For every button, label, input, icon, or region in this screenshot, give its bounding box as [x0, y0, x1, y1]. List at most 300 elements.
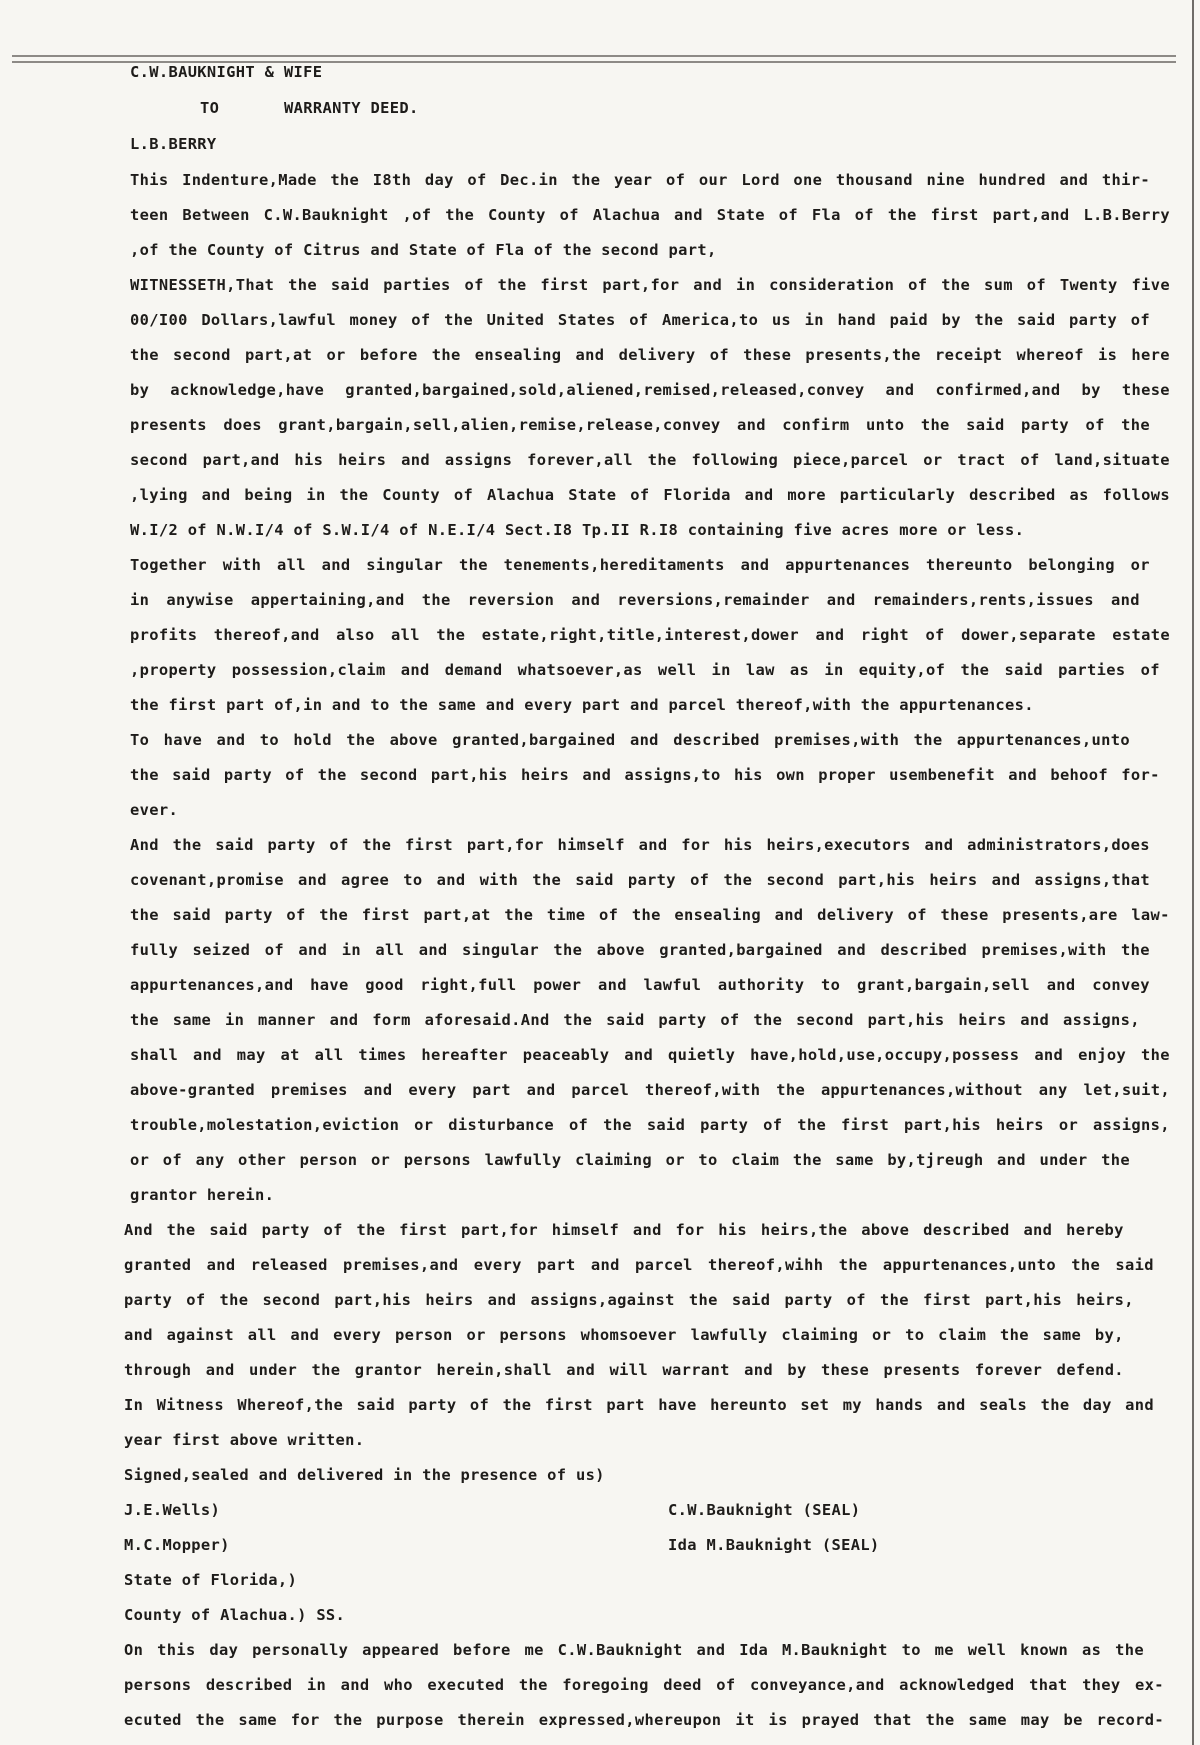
word: the: [571, 171, 601, 189]
word: party: [700, 1116, 749, 1134]
word: by,: [1094, 1326, 1124, 1344]
word: And: [124, 1221, 153, 1239]
word: second: [796, 1011, 854, 1029]
word: and: [1111, 591, 1140, 609]
word: land,situate: [1054, 451, 1170, 469]
word: heirs: [995, 1116, 1044, 1134]
word: himself: [557, 836, 625, 854]
word: party: [1020, 416, 1070, 434]
word: appurtenances,without: [820, 1081, 1023, 1099]
word: Lord: [741, 171, 780, 189]
word: said: [575, 871, 614, 889]
word: hereby: [1066, 1221, 1124, 1239]
word: paid: [889, 311, 929, 329]
word: convey: [1092, 976, 1150, 994]
word: and: [363, 1081, 393, 1099]
word: the: [920, 416, 950, 434]
word: persons: [499, 1326, 567, 1344]
body-line: grantor herein.: [130, 1186, 275, 1204]
word: his: [294, 451, 324, 469]
word: and: [205, 1361, 235, 1379]
word: of: [720, 1011, 740, 1029]
word: persons: [403, 1151, 472, 1169]
word: part,at: [244, 346, 313, 364]
word: the: [502, 1396, 532, 1414]
word: and: [192, 1046, 222, 1064]
word: as: [1082, 1641, 1102, 1659]
word: singular: [462, 941, 539, 959]
word: any: [195, 1151, 225, 1169]
word: part,and: [992, 206, 1070, 224]
acknowledgment-line: [124, 1710, 1164, 1730]
word: himself: [551, 1221, 620, 1239]
word: and: [826, 591, 856, 609]
word: conveyance,and: [750, 1676, 885, 1694]
word: thir-: [1101, 171, 1150, 189]
word: five: [1131, 276, 1170, 294]
word: this: [157, 1641, 196, 1659]
word: lawfully: [690, 1326, 768, 1344]
word: hereafter: [421, 1046, 508, 1064]
word: well: [657, 661, 697, 679]
word: premises,with: [774, 731, 900, 749]
word: party: [124, 1291, 173, 1309]
word: aforesaid.And: [424, 1011, 550, 1029]
word: the: [339, 486, 369, 504]
word: part,his: [838, 871, 916, 889]
word: shall: [130, 1046, 179, 1064]
word: appurtenances,and: [130, 976, 294, 994]
word: said: [1115, 1256, 1154, 1274]
word: every: [408, 1081, 457, 1099]
word: person: [394, 1326, 453, 1344]
word: same: [968, 1711, 1007, 1729]
word: therein: [457, 1711, 525, 1729]
word: possession,claim: [231, 661, 386, 679]
word: of: [599, 906, 619, 924]
word: or: [414, 1116, 434, 1134]
word: set: [800, 1396, 830, 1414]
word: the: [1141, 1046, 1170, 1064]
word: dower,separate: [961, 626, 1096, 644]
word: under: [1039, 1151, 1088, 1169]
word: part,and: [202, 451, 280, 469]
word: granted: [124, 1256, 192, 1274]
word: the: [431, 346, 461, 364]
word: assigns,to: [624, 766, 721, 784]
word: of: [411, 311, 431, 329]
word: the: [603, 1116, 632, 1134]
body-line: the first part of,in and to the same and every part and parcel thereof,with the appurtenances.: [130, 696, 1034, 714]
word: In: [124, 1396, 144, 1414]
word: or: [872, 1326, 892, 1344]
word: grant,bargain,sell: [856, 976, 1031, 994]
word: the: [504, 906, 534, 924]
word: forever,all: [527, 451, 633, 469]
word: the: [1071, 1256, 1101, 1274]
word: hundred: [978, 171, 1046, 189]
word: assigns,: [1092, 1116, 1170, 1134]
word: thereunto: [926, 556, 1013, 574]
word: the: [1101, 1151, 1130, 1169]
word: may: [236, 1046, 266, 1064]
word: second: [359, 766, 418, 784]
body-line: [130, 345, 1170, 365]
word: the: [913, 731, 943, 749]
word: above: [861, 1221, 910, 1239]
word: and: [290, 1326, 320, 1344]
word: presents,are: [1002, 906, 1118, 924]
word: same: [238, 1711, 277, 1729]
word: have: [310, 976, 349, 994]
word: authority: [717, 976, 805, 994]
word: the: [960, 661, 990, 679]
word: in: [224, 1011, 245, 1029]
word: all: [276, 556, 306, 574]
word: the: [1040, 1396, 1070, 1414]
word: disturbance: [448, 1116, 555, 1134]
body-line: [124, 1255, 1154, 1275]
word: part,his: [334, 1291, 412, 1309]
word: same: [172, 1011, 212, 1029]
word: delivery: [817, 906, 895, 924]
word: with: [222, 556, 262, 574]
word: same: [1042, 1326, 1082, 1344]
word: party: [223, 766, 272, 784]
word: On: [124, 1641, 144, 1659]
word: the: [330, 171, 360, 189]
body-line: [124, 1360, 1124, 1380]
word: said: [330, 276, 370, 294]
word: the: [219, 1291, 249, 1309]
word: of: [716, 1676, 736, 1694]
word: and: [526, 1081, 556, 1099]
word: L.B.Berry: [1083, 206, 1170, 224]
body-line: [130, 205, 1170, 225]
to-heading: TO: [200, 99, 220, 117]
word: second: [766, 871, 825, 889]
word: hereunto: [710, 1396, 788, 1414]
word: for-: [1121, 766, 1160, 784]
word: profits: [130, 626, 198, 644]
word: Indenture,Made: [182, 171, 317, 189]
word: deed: [663, 1676, 702, 1694]
word: assigns,against: [530, 1291, 675, 1309]
word: thereof,wihh: [708, 1256, 824, 1274]
word: equity,of: [858, 661, 946, 679]
word: also: [336, 626, 375, 644]
word: heirs,executors: [766, 836, 911, 854]
word: in: [306, 1676, 327, 1694]
word: C.W.Bauknight: [557, 1641, 683, 1659]
word: or: [665, 1151, 685, 1169]
word: appertaining,and: [250, 591, 405, 609]
word: power: [533, 976, 582, 994]
word: said: [966, 416, 1005, 434]
word: and: [744, 1361, 773, 1379]
word: every: [473, 1256, 522, 1274]
word: claim: [938, 1326, 987, 1344]
word: the: [497, 276, 527, 294]
word: Florida: [663, 486, 731, 504]
word: and: [1008, 766, 1038, 784]
word: the: [436, 626, 466, 644]
word: us: [771, 311, 792, 329]
word: To: [130, 731, 150, 749]
word: State: [716, 206, 765, 224]
body-line: [130, 1045, 1170, 1065]
grantee-heading: L.B.BERRY: [130, 135, 217, 153]
word: the: [553, 941, 583, 959]
word: of: [666, 171, 686, 189]
word: have: [658, 1396, 697, 1414]
word: premises,and: [343, 1256, 459, 1274]
body-line: [130, 170, 1150, 190]
word: 00/I00: [130, 311, 188, 329]
word: the: [356, 1221, 386, 1239]
word: record-: [1096, 1711, 1164, 1729]
word: more: [787, 486, 826, 504]
word: claim: [731, 1151, 780, 1169]
word: granted,bargained,sold,aliened,remised,released,convey: [345, 381, 865, 399]
word: these: [1121, 381, 1170, 399]
word: with: [479, 871, 519, 889]
word: all: [391, 626, 420, 644]
word: part: [537, 1256, 576, 1274]
word: described: [673, 731, 760, 749]
body-line: [130, 590, 1140, 610]
word: the: [130, 1011, 159, 1029]
word: me: [934, 1641, 954, 1659]
word: said: [1004, 661, 1043, 679]
word: all: [314, 1046, 344, 1064]
deed-type-heading: WARRANTY DEED.: [284, 99, 419, 117]
word: of: [323, 1221, 343, 1239]
word: one: [793, 171, 823, 189]
word: being: [244, 486, 293, 504]
word: grantor: [354, 1361, 423, 1379]
word: and: [1125, 1396, 1154, 1414]
word: parcel: [635, 1256, 693, 1274]
word: States: [557, 311, 616, 329]
word: parcel: [571, 1081, 630, 1099]
body-line: [130, 485, 1170, 505]
word: purpose: [376, 1711, 444, 1729]
word: the: [1000, 1326, 1029, 1344]
word: thousand: [835, 171, 913, 189]
word: the: [288, 276, 318, 294]
word: said: [172, 906, 211, 924]
word: to: [821, 976, 841, 994]
word: parties: [1058, 661, 1126, 679]
word: And: [130, 836, 159, 854]
word: and: [837, 941, 867, 959]
word: and: [1046, 976, 1076, 994]
word: all: [375, 941, 405, 959]
word: party: [627, 871, 676, 889]
word: estate,right,title,interest,dower: [481, 626, 800, 644]
word: whatsoever,as: [517, 661, 643, 679]
word: the: [333, 1711, 363, 1729]
word: the: [776, 1081, 806, 1099]
acknowledgment-line: [124, 1675, 1164, 1695]
word: in: [804, 311, 824, 329]
word: sum: [984, 276, 1013, 294]
word: the: [319, 906, 349, 924]
word: and: [674, 206, 703, 224]
word: and: [487, 1291, 517, 1309]
acknowledgment-line: [124, 1640, 1144, 1660]
word: have: [163, 731, 203, 749]
word: appurtenances,unto: [882, 1256, 1056, 1274]
word: tract: [957, 451, 1006, 469]
word: part,for: [466, 836, 544, 854]
word: and: [693, 276, 723, 294]
word: and: [401, 451, 431, 469]
word: his: [718, 1221, 748, 1239]
word: day: [424, 171, 454, 189]
body-line: [130, 905, 1170, 925]
witness-name: J.E.Wells): [124, 1501, 221, 1519]
word: State: [568, 486, 617, 504]
word: the: [647, 451, 677, 469]
word: party: [784, 1291, 833, 1309]
word: Alachua: [487, 486, 555, 504]
body-line: [130, 975, 1150, 995]
word: money: [349, 311, 398, 329]
legal-description: W.I/2 of N.W.I/4 of S.W.I/4 of N.E.I/4 Sect.I8 Tp.II R.I8 containing five acres more or less.: [130, 521, 1025, 539]
word: day: [209, 1641, 239, 1659]
word: WITNESSETH,That: [130, 276, 275, 294]
word: warrant: [662, 1361, 730, 1379]
word: of: [1026, 276, 1046, 294]
word: fully: [130, 941, 179, 959]
word: does: [223, 416, 262, 434]
word: and: [1059, 171, 1089, 189]
word: claiming: [575, 1151, 653, 1169]
venue-county: County of Alachua.) SS.: [124, 1606, 346, 1624]
word: delivery: [618, 346, 696, 364]
body-line: [124, 1325, 1124, 1345]
word: of: [925, 626, 945, 644]
word: in: [736, 276, 756, 294]
word: part,his: [904, 1116, 981, 1134]
word: the: [792, 1151, 822, 1169]
word: first: [544, 1396, 593, 1414]
word: times: [358, 1046, 407, 1064]
word: party: [408, 1396, 457, 1414]
word: first: [361, 906, 410, 924]
word: the: [130, 346, 159, 364]
word: the: [311, 1361, 341, 1379]
word: in: [711, 661, 731, 679]
word: forever: [974, 1361, 1043, 1379]
word: the: [688, 1291, 718, 1309]
word: said: [172, 766, 211, 784]
word: C.W.Bauknight: [263, 206, 389, 224]
word: lawfully: [484, 1151, 562, 1169]
word: and: [298, 871, 327, 889]
word: Twenty: [1059, 276, 1118, 294]
word: party: [1069, 311, 1118, 329]
word: and: [329, 1011, 359, 1029]
word: premises: [270, 1081, 348, 1099]
word: personally: [252, 1641, 349, 1659]
word: these: [940, 906, 989, 924]
word: County: [488, 206, 546, 224]
word: first: [841, 1116, 890, 1134]
word: said: [606, 1011, 645, 1029]
word: in: [824, 661, 844, 679]
word: I8th: [372, 171, 412, 189]
word: reversions,remainder: [617, 591, 810, 609]
word: Dec.in: [500, 171, 558, 189]
word: of: [1130, 311, 1150, 329]
top-rule: [12, 55, 1176, 57]
word: of: [568, 1116, 589, 1134]
word: will: [609, 1361, 649, 1379]
body-line: [130, 660, 1160, 680]
word: and: [321, 556, 351, 574]
word: Witness: [156, 1396, 224, 1414]
word: or: [326, 346, 346, 364]
body-line: [130, 870, 1150, 890]
word: singular: [366, 556, 444, 574]
word: they: [1082, 1676, 1121, 1694]
word: ,of: [402, 206, 432, 224]
word: appurtenances: [785, 556, 911, 574]
word: expressed,whereupon: [538, 1711, 722, 1729]
word: through: [124, 1361, 192, 1379]
word: heirs,the: [760, 1221, 848, 1239]
word: the: [362, 836, 392, 854]
word: same: [835, 1151, 874, 1169]
word: as: [1069, 486, 1089, 504]
word: and: [885, 381, 915, 399]
word: the: [753, 1011, 783, 1029]
word: whomsoever: [580, 1326, 677, 1344]
word: my: [842, 1396, 862, 1414]
word: all: [247, 1326, 277, 1344]
word: or: [1130, 556, 1150, 574]
word: second: [173, 346, 231, 364]
word: the: [445, 206, 475, 224]
word: first: [540, 276, 589, 294]
word: be: [1063, 1711, 1083, 1729]
word: the: [974, 311, 1004, 329]
word: of: [854, 206, 874, 224]
word: these: [743, 346, 792, 364]
body-line: [130, 555, 1150, 575]
word: and: [1034, 1046, 1064, 1064]
word: the: [195, 1711, 225, 1729]
word: and: [632, 1221, 662, 1239]
word: and: [571, 591, 601, 609]
word: right: [860, 626, 909, 644]
body-line: ever.: [130, 801, 179, 819]
word: of: [559, 206, 579, 224]
word: the: [444, 311, 473, 329]
word: ex-: [1135, 1676, 1164, 1694]
word: in: [341, 941, 361, 959]
word: and: [582, 766, 612, 784]
word: part,his: [985, 1291, 1063, 1309]
word: the: [130, 906, 159, 924]
word: of: [630, 486, 650, 504]
word: of: [186, 1291, 206, 1309]
word: claiming: [781, 1326, 859, 1344]
word: it: [735, 1711, 755, 1729]
